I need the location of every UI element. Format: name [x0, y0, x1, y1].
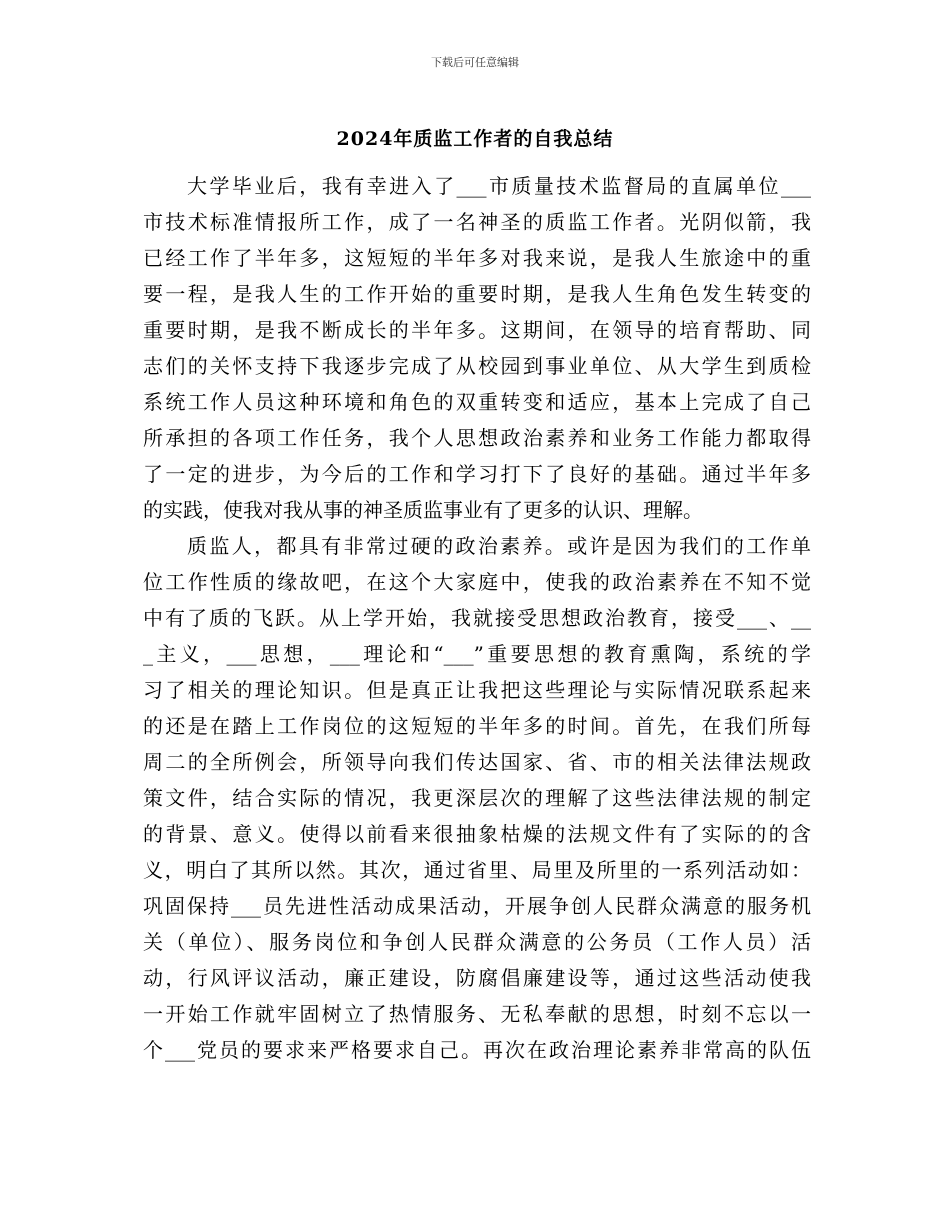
paragraph-line: 习了相关的理论知识。但是真正让我把这些理论与实际情况联系起来	[143, 678, 811, 702]
paragraph-line: 巩固保持___员先进性活动成果活动，开展争创人民群众满意的服务机	[143, 894, 811, 918]
paragraph-line: 个___党员的要求来严格要求自己。再次在政治理论素养非常高的队伍	[143, 1038, 811, 1062]
paragraph-line: 了一定的进步，为今后的工作和学习打下了良好的基础。通过半年多	[143, 462, 811, 486]
document-title: 2024年质监工作者的自我总结	[336, 128, 614, 150]
paragraph-line: 一开始工作就牢固树立了热情服务、无私奉献的思想，时刻不忘以一	[143, 1002, 811, 1026]
paragraph-line: 义，明白了其所以然。其次，通过省里、局里及所里的一系列活动如：	[143, 858, 811, 882]
page-header-note: 下载后可任意编辑	[431, 56, 519, 69]
paragraph-line: 质监人，都具有非常过硬的政治素养。或许是因为我们的工作单	[187, 534, 811, 558]
paragraph-line: 的背景、意义。使得以前看来很抽象枯燥的法规文件有了实际的的含	[143, 822, 811, 846]
paragraph-line: 市技术标准情报所工作，成了一名神圣的质监工作者。光阴似箭，我	[143, 210, 811, 234]
paragraph-line: 大学毕业后，我有幸进入了___市质量技术监督局的直属单位___	[187, 174, 811, 198]
paragraph-line: 志们的关怀支持下我逐步完成了从校园到事业单位、从大学生到质检	[143, 354, 811, 378]
paragraph-line: 关（单位）、服务岗位和争创人民群众满意的公务员（工作人员）活	[143, 930, 811, 954]
paragraph-line: 动，行风评议活动，廉正建设，防腐倡廉建设等，通过这些活动使我	[143, 966, 811, 990]
paragraph-line: 中有了质的飞跃。从上学开始，我就接受思想政治教育，接受___、__	[143, 606, 811, 630]
paragraph-line: 要一程，是我人生的工作开始的重要时期，是我人生角色发生转变的	[143, 282, 811, 306]
paragraph-line: 策文件，结合实际的情况，我更深层次的理解了这些法律法规的制定	[143, 786, 811, 810]
paragraph-line: 系统工作人员这种环境和角色的双重转变和适应，基本上完成了自己	[143, 390, 811, 414]
paragraph-line: 的还是在踏上工作岗位的这短短的半年多的时间。首先，在我们所每	[143, 714, 811, 738]
paragraph-line: 所承担的各项工作任务，我个人思想政治素养和业务工作能力都取得	[143, 426, 811, 450]
paragraph-line: 已经工作了半年多，这短短的半年多对我来说，是我人生旅途中的重	[143, 246, 811, 270]
paragraph-line: 周二的全所例会，所领导向我们传达国家、省、市的相关法律法规政	[143, 750, 811, 774]
paragraph-line: 位工作性质的缘故吧，在这个大家庭中，使我的政治素养在不知不觉	[143, 570, 811, 594]
paragraph-line: 的实践，使我对我从事的神圣质监事业有了更多的认识、理解。	[143, 498, 703, 522]
document-body	[143, 168, 811, 1068]
paragraph-line: _主义，___思想，___理论和“___”重要思想的教育熏陶，系统的学	[143, 642, 811, 666]
paragraph-line: 重要时期，是我不断成长的半年多。这期间，在领导的培育帮助、同	[143, 318, 811, 342]
